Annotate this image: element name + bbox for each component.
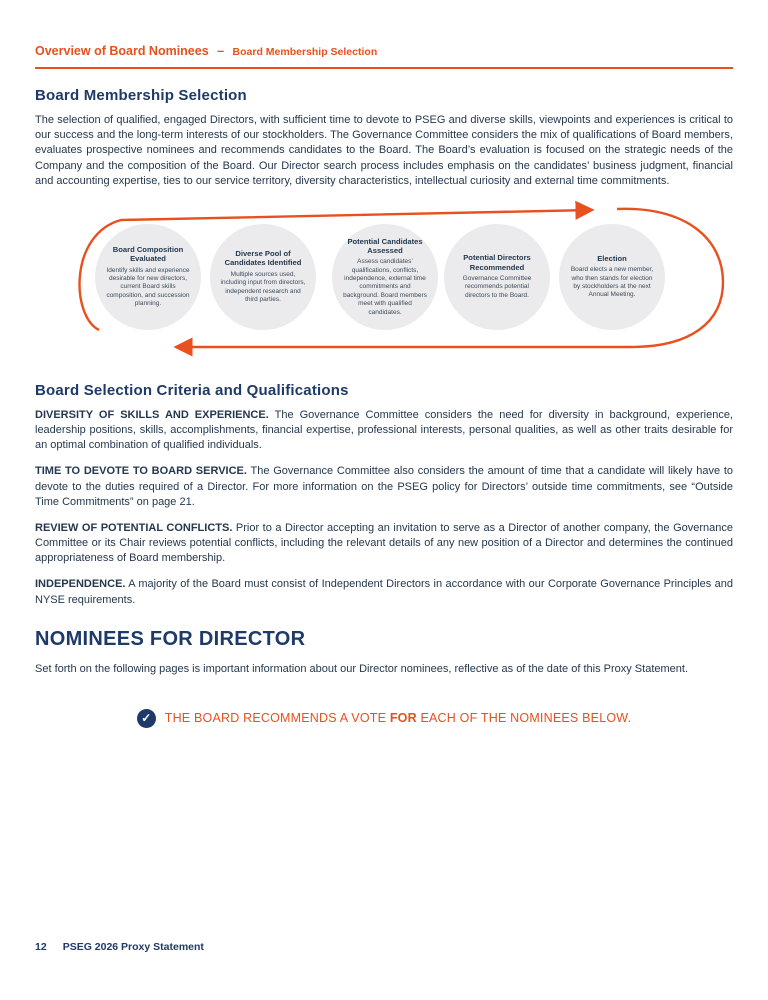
process-step-title: Diverse Pool of Candidates Identified xyxy=(224,249,302,268)
process-step-title: Board Composition Evaluated xyxy=(112,245,184,264)
criteria-lead: DIVERSITY OF SKILLS AND EXPERIENCE. xyxy=(35,408,269,421)
recommendation-text xyxy=(165,711,632,725)
running-header-section: Overview of Board Nominees xyxy=(35,44,209,58)
recommendation-post: EACH OF THE NOMINEES BELOW. xyxy=(416,711,632,726)
process-step-board-composition xyxy=(95,224,201,330)
running-header-separator: – xyxy=(217,44,225,58)
criteria-lead: TIME TO DEVOTE TO BOARD SERVICE. xyxy=(35,465,247,478)
criteria-lead: REVIEW OF POTENTIAL CONFLICTS. xyxy=(35,521,233,534)
process-step-text: Identify skills and experience desirable for new directors, current Board skills composition, and succession planning. xyxy=(106,266,190,308)
process-step-diverse-pool xyxy=(210,224,316,330)
process-step-title: Potential Candidates Assessed xyxy=(347,236,423,255)
process-step-text: Assess candidates’ qualifications, conflicts, independence, external time commitments and background. Board members meet with qualified candidates. xyxy=(343,258,427,316)
process-step-election xyxy=(559,224,665,330)
membership-paragraph: The selection of qualified, engaged Directors, with sufficient time to devote to PSEG and diverse skills, viewpoints and experiences is critical to our success and the long-term interests of our stockholders. The Governance Committee considers the mix of qualifications of Board members, evaluates prospective nominees and recommends candidates to the Board. The Board’s evaluation is focused on the strategic needs of the Company and the composition of the Board. Our Director search process includes emphasis on the candidates’ business judgment, financial and accounting expertise, ties to our service territory, diversity characteristics, intellectual curiosity and external time commitments. xyxy=(35,114,733,187)
criteria-text: Prior to a Director accepting an invitation to serve as a Director of another company, the Governance Committee or its Chair reviews potential conflicts, including the relevant details of any new position of a Director and determines the continued appropriateness of Board membership. xyxy=(35,521,733,565)
nominees-paragraph: Set forth on the following pages is important information about our Director nominees, reflective as of the date of this Proxy Statement. xyxy=(35,662,689,675)
page-number: 12 xyxy=(35,941,47,953)
process-step-candidates-assessed xyxy=(332,224,438,330)
running-header-subsection: Board Membership Selection xyxy=(232,46,378,58)
footer-title: PSEG 2026 Proxy Statement xyxy=(62,941,204,953)
board-recommendation xyxy=(35,709,733,728)
process-step-title: Potential Directors Recommended xyxy=(463,253,531,272)
criteria-paragraph-diversity xyxy=(35,408,733,454)
process-step-text: Board elects a new member, who then stands for election by stockholders at the next Annual Meeting. xyxy=(570,266,654,299)
process-step-text: Governance Committee recommends potential directors to the Board. xyxy=(462,274,532,299)
page-footer xyxy=(35,941,204,953)
selection-process-diagram xyxy=(35,200,733,364)
nominees-heading: NOMINEES FOR DIRECTOR xyxy=(35,627,306,650)
process-step-text: Multiple sources used, including input from directors, independent research and third parties. xyxy=(220,270,306,304)
check-glyph: ✓ xyxy=(141,711,152,726)
membership-heading: Board Membership Selection xyxy=(35,87,247,104)
process-step-title: Election xyxy=(597,253,627,263)
criteria-paragraph-independence xyxy=(35,577,733,607)
recommendation-for: FOR xyxy=(389,711,417,726)
recommendation-pre: THE BOARD RECOMMENDS A VOTE xyxy=(164,711,390,726)
criteria-lead: INDEPENDENCE. xyxy=(35,578,126,591)
check-circle-icon xyxy=(137,709,156,728)
header-rule xyxy=(35,67,733,69)
criteria-text: The Governance Committee also considers the amount of time that a candidate will likely have to devote to the duties required of a Director. For more information on the PSEG policy for Directors’ outside time commitments, see “Outside Time Commitments” on page 21. xyxy=(35,465,733,508)
criteria-text: A majority of the Board must consist of Independent Directors in accordance with our Corporate Governance Principles and NYSE requirements. xyxy=(35,578,733,606)
running-header xyxy=(35,42,733,60)
criteria-heading: Board Selection Criteria and Qualifications xyxy=(35,381,349,399)
criteria-paragraph-conflicts xyxy=(35,521,733,567)
criteria-paragraph-time xyxy=(35,464,733,510)
process-step-directors-recommended xyxy=(444,224,550,330)
criteria-text: The Governance Committee considers the need for diversity in background, experience, leadership positions, skills, accomplishments, financial expertise, professional interests, personal qualities, as well as other traits desirable for an optimal combination of qualified individuals. xyxy=(35,408,733,452)
